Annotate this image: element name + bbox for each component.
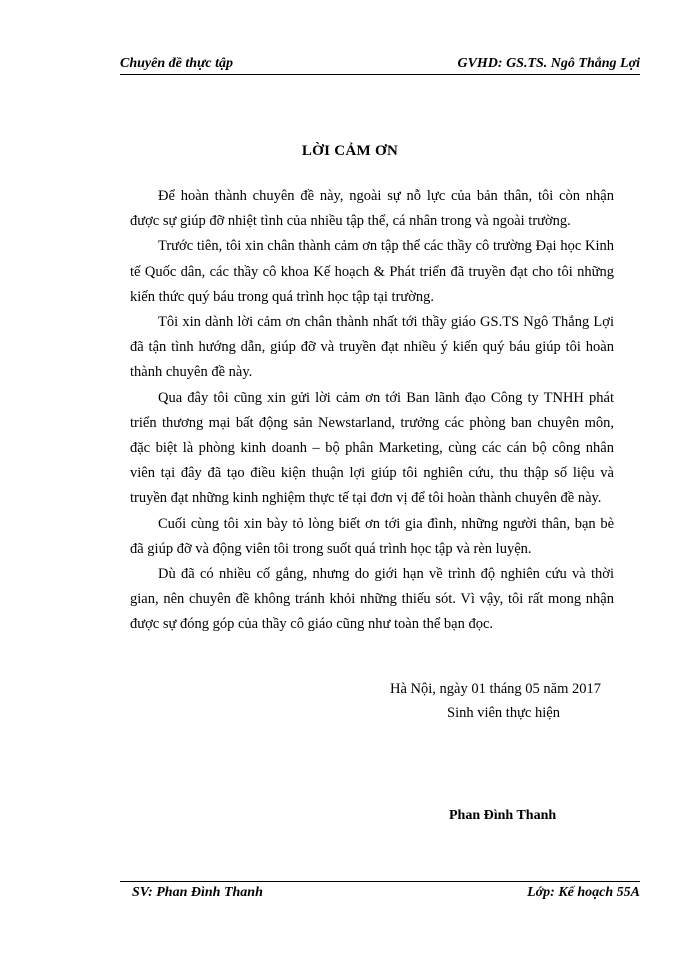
paragraph-3: Tôi xin dành lời cảm ơn chân thành nhất tới thầy giáo GS.TS Ngô Thắng Lợi đã tận tình hướng dẫn, giúp đỡ và truyền đạt nhiều ý kiến quý báu giúp tôi hoàn thành chuyên đề này. [130, 314, 614, 381]
paragraph-1: Để hoàn thành chuyên đề này, ngoài sự nỗ lực của bản thân, tôi còn nhận được sự giúp đỡ nhiệt tình của nhiều tập thể, cá nhân trong và ngoài trường. [130, 188, 614, 230]
signer-role: Sinh viên thực hiện [447, 705, 560, 721]
page-title: LỜI CẢM ƠN [301, 143, 399, 159]
acknowledgement-body [130, 184, 614, 638]
page-header [120, 50, 640, 75]
paragraph-6: Dù đã có nhiều cố gắng, nhưng do giới hạn về trình độ nghiên cứu và thời gian, nên chuyên đề không tránh khỏi những thiếu sót. Vì vậy, tôi rất mong nhận được sự đóng góp của thầy cô giáo cũng như toàn thể bạn đọc. [130, 566, 614, 633]
page-footer [120, 881, 640, 903]
header-advisor: GVHD: GS.TS. Ngô Thắng Lợi [457, 56, 640, 71]
place-date: Hà Nội, ngày 01 tháng 05 năm 2017 [390, 681, 602, 697]
paragraph-2: Trước tiên, tôi xin chân thành cảm ơn tập thể các thầy cô trường Đại học Kinh tế Quốc dân, các thầy cô khoa Kế hoạch & Phát triển đã truyền đạt cho tôi những kiến thức quý báu trong quá trình học tập tại trường. [130, 238, 614, 305]
signer-name: Phan Đình Thanh [449, 808, 557, 823]
footer-class: Lớp: Kế hoạch 55A [527, 885, 640, 900]
paragraph-5: Cuối cùng tôi xin bày tỏ lòng biết ơn tới gia đình, những người thân, bạn bè đã giúp đỡ và động viên tôi trong suốt quá trình học tập và rèn luyện. [130, 515, 614, 557]
paragraph-4: Qua đây tôi cũng xin gửi lời cảm ơn tới Ban lãnh đạo Công ty TNHH phát triển thương mại bất động sản Newstarland, trưởng các phòng ban chuyên môn, đặc biệt là phòng kinh doanh – bộ phân Marketing, cùng các cán bộ công nhân viên tại đây đã tạo điều kiện thuận lợi giúp tôi nghiên cứu, thu thập số liệu và truyền đạt những kinh nghiệm thực tế tại đơn vị để tôi hoàn thành chuyên đề này. [130, 389, 614, 507]
header-report-type: Chuyên đề thực tập [120, 56, 234, 71]
footer-student: SV: Phan Đình Thanh [132, 885, 263, 900]
